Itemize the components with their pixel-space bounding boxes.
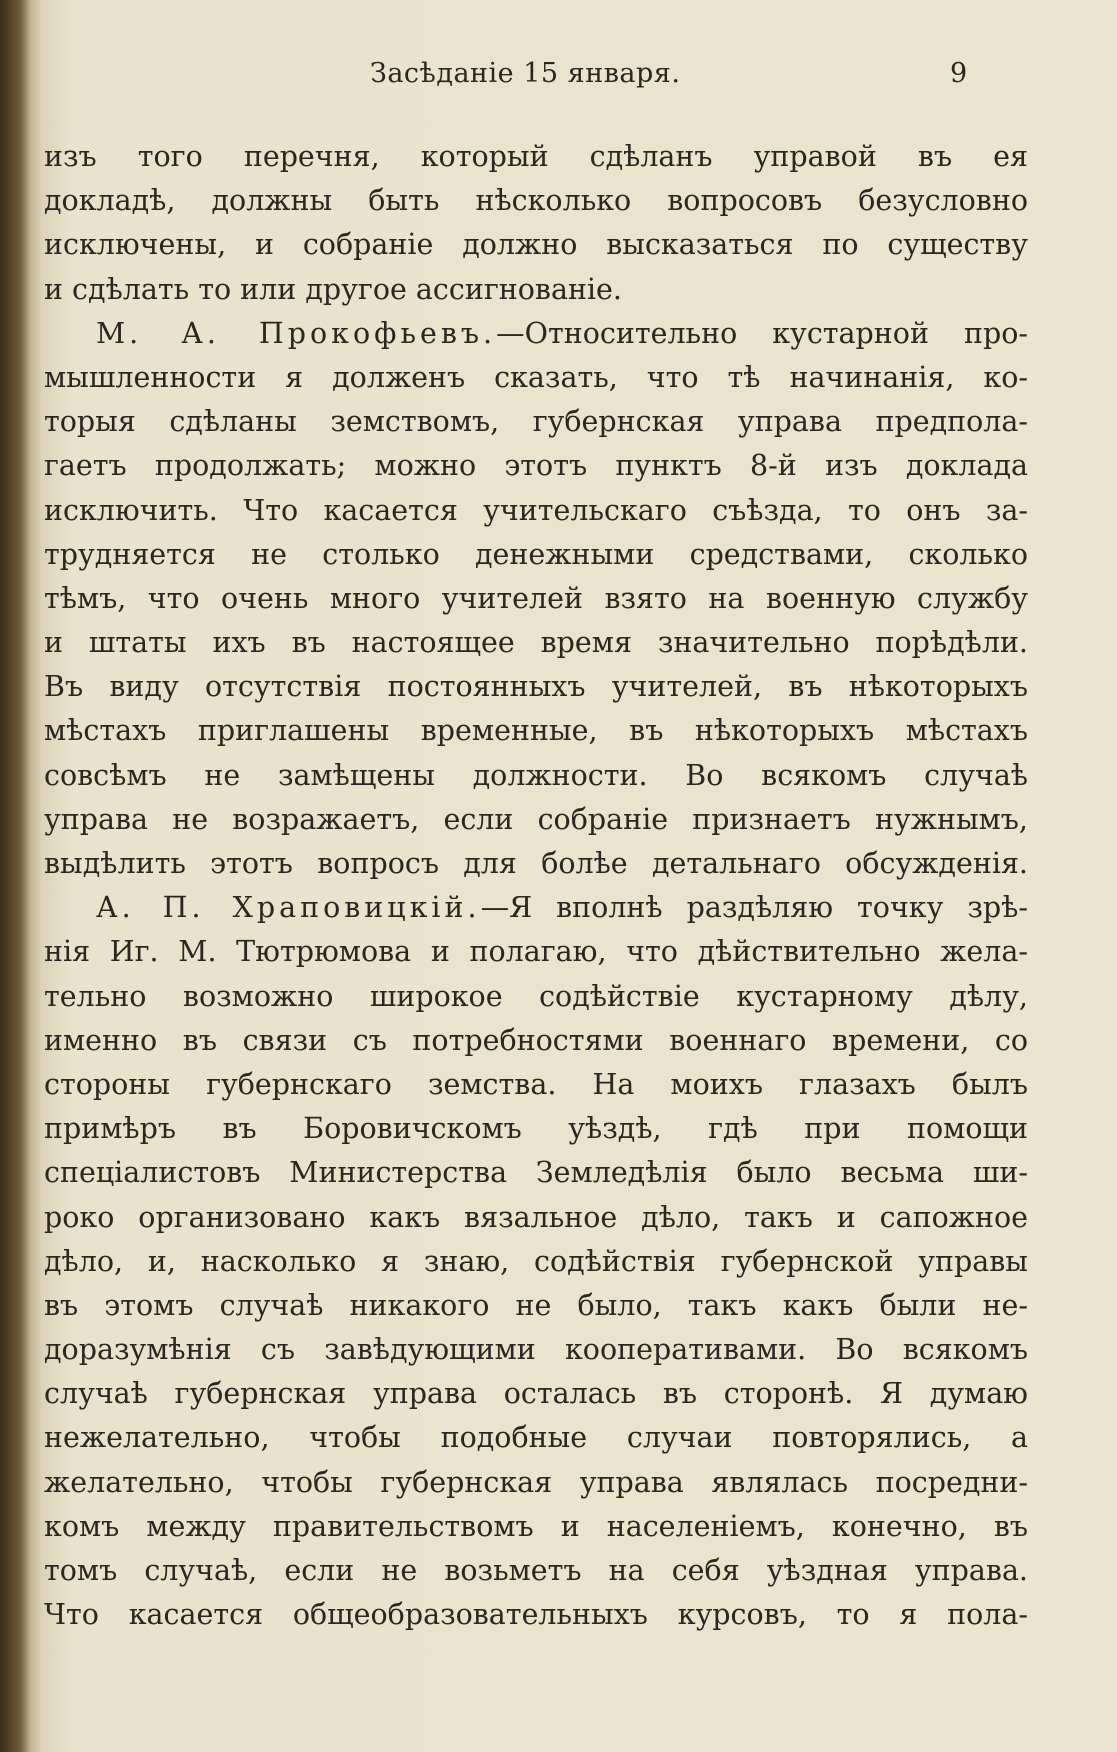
line-text: совсѣмъ не замѣщены должности. Во всякомъ случаѣ — [44, 758, 1028, 792]
text-line — [44, 709, 1028, 753]
text-line — [44, 754, 1028, 798]
line-text: именно въ связи съ потребностями военнаго времени, со — [44, 1023, 1028, 1057]
line-text: мѣстахъ приглашены временные, въ нѣкоторыхъ мѣстахъ — [44, 714, 1028, 748]
text-line — [44, 930, 1028, 974]
text-line — [44, 1196, 1028, 1240]
line-text: спеціалистовъ Министерства Земледѣлія было весьма ши- — [44, 1156, 1028, 1190]
line-text: трудняется не столько денежными средствами, сколько — [44, 537, 1028, 571]
line-text: Въ виду отсутствія постоянныхъ учителей, въ нѣкоторыхъ — [44, 670, 1028, 704]
text-line — [44, 533, 1028, 577]
line-text: томъ случаѣ, если не возьметъ на себя уѣздная управа. — [44, 1554, 1028, 1587]
running-title: Засѣданіе 15 января. — [370, 58, 681, 89]
text-line — [44, 1151, 1028, 1195]
text-line — [44, 1107, 1028, 1151]
line-text: изъ того перечня, который сдѣланъ управой въ ея — [44, 140, 1028, 173]
line-text: выдѣлить этотъ вопросъ для болѣе детальнаго обсужденія. — [44, 847, 1028, 880]
line-text: тельно возможно широкое содѣйствіе кустарному дѣлу, — [44, 979, 1028, 1013]
line-text: —Относительно кустарной про- — [496, 316, 1028, 350]
text-line — [44, 268, 1028, 312]
text-line — [44, 444, 1028, 488]
book-spine-shadow — [0, 0, 30, 1752]
text-line — [44, 1063, 1028, 1107]
line-text: стороны губернскаго земства. На моихъ глазахъ былъ — [44, 1067, 1028, 1101]
text-line — [44, 1416, 1028, 1460]
text-line — [44, 842, 1028, 886]
text-line — [44, 1019, 1028, 1063]
text-line — [44, 179, 1028, 223]
line-text: мышленности я долженъ сказать, что тѣ начинанія, ко- — [44, 360, 1028, 394]
page-number: 9 — [950, 58, 968, 89]
text-line — [44, 489, 1028, 533]
text-line — [44, 798, 1028, 842]
text-line — [44, 1284, 1028, 1328]
line-text: случаѣ губернская управа осталась въ сторонѣ. Я думаю — [44, 1377, 1028, 1411]
page-header — [370, 58, 970, 98]
body-text — [44, 135, 1028, 1637]
text-line — [44, 665, 1028, 709]
line-text: гаетъ продолжать; можно этотъ пунктъ 8-й изъ доклада — [44, 449, 1028, 483]
line-text: исключить. Что касается учительскаго съѣзда, то онъ за- — [44, 493, 1028, 527]
text-line — [44, 975, 1028, 1019]
text-line — [44, 577, 1028, 621]
text-line — [44, 1549, 1028, 1593]
text-line — [44, 1593, 1028, 1637]
line-text: примѣръ въ Боровичскомъ уѣздѣ, гдѣ при помощи — [44, 1112, 1028, 1146]
line-text: роко организовано какъ вязальное дѣло, такъ и сапожное — [44, 1200, 1028, 1234]
text-line — [44, 1240, 1028, 1284]
line-text: и сдѣлать то или другое ассигнованіе. — [44, 272, 622, 306]
line-text: комъ между правительствомъ и населеніемъ, конечно, въ — [44, 1509, 1028, 1543]
text-line — [44, 223, 1028, 267]
speaker-name: М. А. Прокофьевъ. — [96, 316, 497, 350]
line-text: дѣло, и, насколько я знаю, содѣйствія губернской управы — [44, 1244, 1028, 1278]
line-text: исключены, и собраніе должно высказаться по существу — [44, 228, 1028, 262]
line-text: тѣмъ, что очень много учителей взято на военную службу — [44, 581, 1028, 615]
text-line — [44, 356, 1028, 400]
line-text: въ этомъ случаѣ никакого не было, такъ какъ были не- — [44, 1288, 1028, 1322]
line-text: доразумѣнія съ завѣдующими кооперативами. Во всякомъ — [44, 1333, 1028, 1367]
text-line — [44, 1328, 1028, 1372]
speaker-line — [44, 312, 1028, 356]
line-text: и штаты ихъ въ настоящее время значительно порѣдѣли. — [44, 626, 1028, 660]
line-text: нежелательно, чтобы подобные случаи повторялись, а — [44, 1421, 1028, 1455]
line-text: докладѣ, должны быть нѣсколько вопросовъ безусловно — [44, 184, 1028, 218]
text-line — [44, 1461, 1028, 1505]
line-text: торыя сдѣланы земствомъ, губернская управа предпола- — [44, 405, 1028, 439]
line-text: Что касается общеобразовательныхъ курсовъ, то я пола- — [44, 1598, 1028, 1632]
text-line — [44, 621, 1028, 665]
line-text: нія Иг. М. Тютрюмова и полагаю, что дѣйствительно жела- — [44, 935, 1028, 969]
line-text: желательно, чтобы губернская управа являлась посредни- — [44, 1465, 1028, 1499]
line-text: —Я вполнѣ раздѣляю точку зрѣ- — [480, 891, 1028, 925]
speaker-name: А. П. Храповицкій. — [96, 891, 481, 925]
text-line — [44, 1372, 1028, 1416]
line-text: управа не возражаетъ, если собраніе признаетъ нужнымъ, — [44, 802, 1028, 836]
text-line — [44, 135, 1028, 179]
text-line — [44, 1505, 1028, 1549]
speaker-line — [44, 886, 1028, 930]
text-line — [44, 400, 1028, 444]
